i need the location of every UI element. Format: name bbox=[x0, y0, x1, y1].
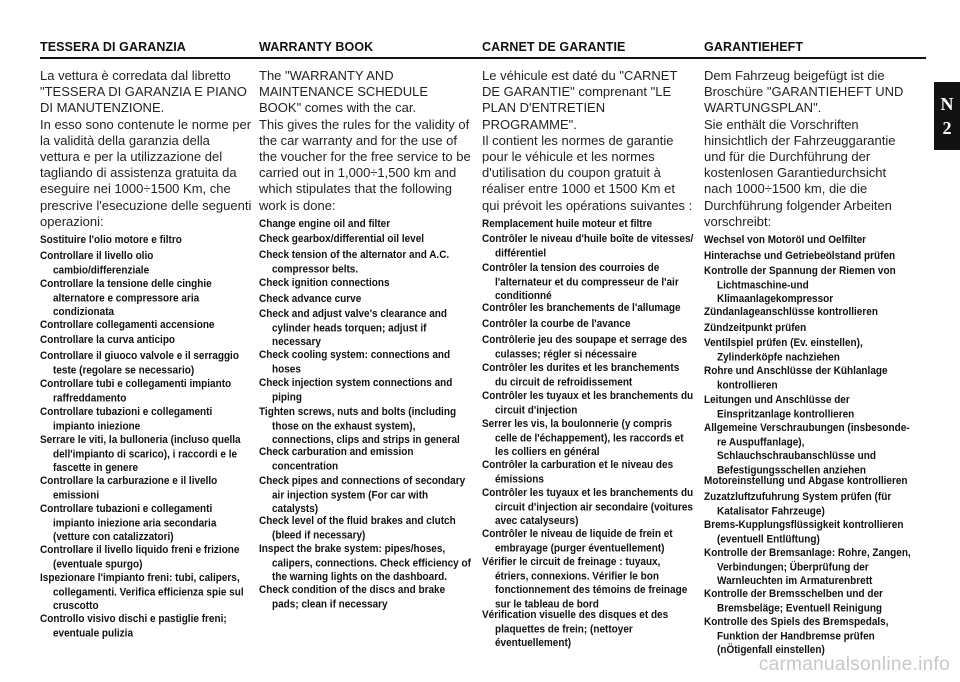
list-item: Controllare il livello olio cambio/differenziale bbox=[40, 249, 154, 277]
list-item: Controllare tubazioni e collegamenti impianto iniezione aria secondaria (vetture con catalizzatori) bbox=[40, 503, 217, 544]
intro-paragraph bbox=[40, 68, 252, 230]
intro-paragraph bbox=[482, 68, 694, 214]
list-item: Controllare tubi e collegamenti impianto raffreddamento bbox=[40, 377, 232, 405]
list-item: Check and adjust valve's clearance and cylinder heads torquen; adjust if necessary bbox=[259, 308, 448, 349]
list-item: Check pipes and connections of secondary air injection system (For car with catalysts) bbox=[259, 474, 466, 516]
list-item: Leitungen und Anschlüsse der Einspritzanlage kontrollieren bbox=[704, 393, 855, 420]
list-item: Zündanlageanschlüsse kontrollieren bbox=[704, 306, 878, 319]
intro-text: Le véhicule est daté du "CARNET DE GARANTIE" comprenant "LE PLAN D'ENTRETIEN PROGRAMME". bbox=[482, 68, 678, 132]
column-english bbox=[259, 38, 471, 612]
list-item: Wechsel von Motoröl und Oelfilter bbox=[704, 234, 867, 247]
section-tab-letter: N bbox=[940, 94, 954, 114]
list-item: Ispezionare l'impianto freni: tubi, calipers, collegamenti. Verifica efficienza spie sul cruscotto bbox=[40, 572, 244, 613]
section-tab-number: 2 bbox=[942, 118, 952, 138]
column-heading: TESSERA DI GARANZIA bbox=[40, 40, 186, 54]
list-item: Check injection system connections and piping bbox=[259, 377, 453, 404]
heading-divider bbox=[40, 57, 926, 59]
list-item: Remplacement huile moteur et filtre bbox=[482, 217, 653, 231]
list-item: Controllo visivo dischi e pastiglie freni; eventuale pulizia bbox=[40, 613, 227, 640]
list-item: Allgemeine Verschraubungen (insbesonde-re Auspuffanlage), Schlauchschraubanschlüsse und Befestigungsschellen anziehen bbox=[704, 421, 910, 477]
list-item: Serrare le viti, la bulloneria (incluso quella dell'impianto di scarico), i raccordi e le fascette in genere bbox=[40, 434, 241, 475]
list-item: Check ignition connections bbox=[259, 277, 390, 290]
intro-paragraph bbox=[259, 68, 471, 214]
list-item: Contrôler les tuyaux et les branchements du circuit d'injection air secondaire (voitures avec catalyseurs) bbox=[482, 487, 694, 528]
intro-text: La vettura è corredata dal libretto "TESSERA DI GARANZIA E PIANO DI MANUTENZIONE. bbox=[40, 68, 247, 116]
column-french bbox=[482, 38, 694, 650]
list-item: Vérifier le circuit de freinage : tuyaux, étriers, connexions. Vérifier le bon fonctionnement des témoins de freinage sur le tableau de bord bbox=[482, 556, 688, 611]
operations-list bbox=[259, 218, 471, 613]
intro-paragraph bbox=[704, 68, 916, 230]
list-item: Zuzatzluftzufuhrung System prüfen (für Katalisator Fahrzeuge) bbox=[704, 490, 892, 518]
list-item: Check level of the fluid brakes and clutch (bleed if necessary) bbox=[259, 515, 456, 542]
list-item: Controllare tubazioni e collegamenti impianto iniezione bbox=[40, 406, 213, 433]
list-item: Controllare il giuoco valvole e il serraggio teste (regolare se necessario) bbox=[40, 349, 239, 377]
list-item: Sostituire l'olio motore e filtro bbox=[40, 234, 182, 247]
list-item: Contrôler les durites et les branchements du circuit de refroidissement bbox=[482, 361, 680, 389]
intro-text-2: Sie enthält die Vorschriften hinsichtlich der Fahrzeuggarantie und für die Durchführung der kostenlosen Garantiedurchsicht nach 1000÷1500 km, die die Durchführung folgender Arbeiten vorschreibt: bbox=[704, 116, 896, 229]
list-item: Serrer les vis, la boulonnerie (y compris celle de l'échappement), les raccords et les colliers en général bbox=[482, 418, 684, 459]
list-item: Controllare il livello liquido freni e frizione (eventuale spurgo) bbox=[40, 544, 240, 571]
column-heading: GARANTIEHEFT bbox=[704, 40, 804, 54]
list-item: Kontrolle der Spannung der Riemen von Lichtmaschine-und Klimaanlagekompressor bbox=[704, 265, 896, 306]
intro-text-2: This gives the rules for the validity of the car warranty and for the use of the voucher for the free service to be carried out in 1,000÷1,500 km and which stipulates that the following work is done: bbox=[259, 116, 471, 213]
list-item: Tighten screws, nuts and bolts (including those on the exhaust system), connections, clips and strips in general bbox=[259, 405, 460, 447]
list-item: Rohre und Anschlüsse der Kühlanlage kontrollieren bbox=[704, 365, 888, 392]
list-item: Zündzeitpunkt prüfen bbox=[704, 321, 807, 334]
list-item: Contrôlerie jeu des soupape et serrage des culasses; régler si nécessaire bbox=[482, 333, 688, 361]
watermark-text: carmanualsonline.info bbox=[758, 654, 950, 675]
list-item: Controllare collegamenti accensione bbox=[40, 318, 215, 331]
operations-list bbox=[40, 234, 252, 641]
section-tab bbox=[934, 82, 960, 150]
list-item: Check carburation and emission concentration bbox=[259, 446, 414, 473]
intro-text-2: In esso sono contenute le norme per la validità della garanzia della vettura e per la utilizzazione del tagliando di assistenza gratuita da eseguire nei 1000÷1500 Km, che prescrive l'esecuzione delle seguenti operazioni: bbox=[40, 116, 252, 229]
intro-text: The "WARRANTY AND MAINTENANCE SCHEDULE BOOK" comes with the car. bbox=[259, 68, 429, 116]
list-item: Contrôler les tuyaux et les branchements du circuit d'injection bbox=[482, 389, 694, 417]
list-item: Check advance curve bbox=[259, 292, 362, 306]
intro-text: Dem Fahrzeug beigefügt ist die Broschüre "GARANTIEHEFT UND WARTUNGSPLAN". bbox=[704, 68, 904, 116]
list-item: Contrôler la tension des courroies de l'alternateur et du compresseur de l'air conditionné bbox=[482, 261, 679, 303]
list-item: Kontrolle der Bremsanlage: Rohre, Zangen, Verbindungen; Überprüfung der Warnleuchten im Armaturenbrett bbox=[704, 547, 911, 588]
list-item: Check tension of the alternator and A.C. compressor belts. bbox=[259, 249, 450, 276]
list-item: Contrôler les branchements de l'allumage bbox=[482, 302, 681, 315]
column-italian bbox=[40, 38, 252, 641]
list-item: Contrôler la carburation et le niveau des émissions bbox=[482, 458, 674, 486]
list-item: Check cooling system: connections and hoses bbox=[259, 349, 451, 376]
list-item: Controllare la carburazione e il livello emissioni bbox=[40, 475, 218, 502]
list-item: Contrôler la courbe de l'avance bbox=[482, 317, 631, 331]
list-item: Kontrolle der Bremsschelben und der Bremsbeläge; Eventuell Reinigung bbox=[704, 587, 883, 615]
column-german bbox=[704, 38, 916, 657]
list-item: Hinterachse und Getriebeölstand prüfen bbox=[704, 249, 896, 262]
column-heading: CARNET DE GARANTIE bbox=[482, 40, 626, 54]
list-item: Controllare la curva anticipo bbox=[40, 334, 176, 347]
operations-list bbox=[704, 234, 916, 657]
list-item: Check gearbox/differential oil level bbox=[259, 233, 425, 246]
list-item: Vérification visuelle des disques et des plaquettes de frein; (nettoyer éventuellement) bbox=[482, 609, 669, 650]
list-item: Ventilspiel prüfen (Ev. einstellen), Zylinderköpfe nachziehen bbox=[704, 337, 863, 364]
column-heading: WARRANTY BOOK bbox=[259, 40, 374, 54]
list-item: Inspect the brake system: pipes/hoses, calipers, connections. Check efficiency of the warning lights on the dashboard. bbox=[259, 543, 471, 585]
list-item: Brems-Kupplungsflüssigkeit kontrollieren (eventuell Entlüftung) bbox=[704, 518, 904, 546]
list-item: Contrôler le niveau d'huile boîte de vitesses/ différentiel bbox=[482, 233, 694, 260]
intro-text-2: Il contient les normes de garantie pour le véhicule et les normes d'utilisation du coupon gratuit à réaliser entre 1000 et 1500 Km et qui prévoit les opérations suivantes : bbox=[482, 132, 693, 213]
list-item: Check condition of the discs and brake pads; clean if necessary bbox=[259, 584, 446, 611]
list-item: Contrôler le niveau de liquide de frein et embrayage (purger éventuellement) bbox=[482, 527, 673, 555]
list-item: Change engine oil and filter bbox=[259, 217, 391, 231]
operations-list bbox=[482, 218, 694, 650]
list-item: Kontrolle des Spiels des Bremspedals, Funktion der Handbremse prüfen (nÖtigenfall einstellen) bbox=[704, 616, 889, 657]
list-item: Controllare la tensione delle cinghie alternatore e compressore aria condizionata bbox=[40, 277, 212, 319]
list-item: Motoreinstellung und Abgase kontrollieren bbox=[704, 475, 908, 488]
